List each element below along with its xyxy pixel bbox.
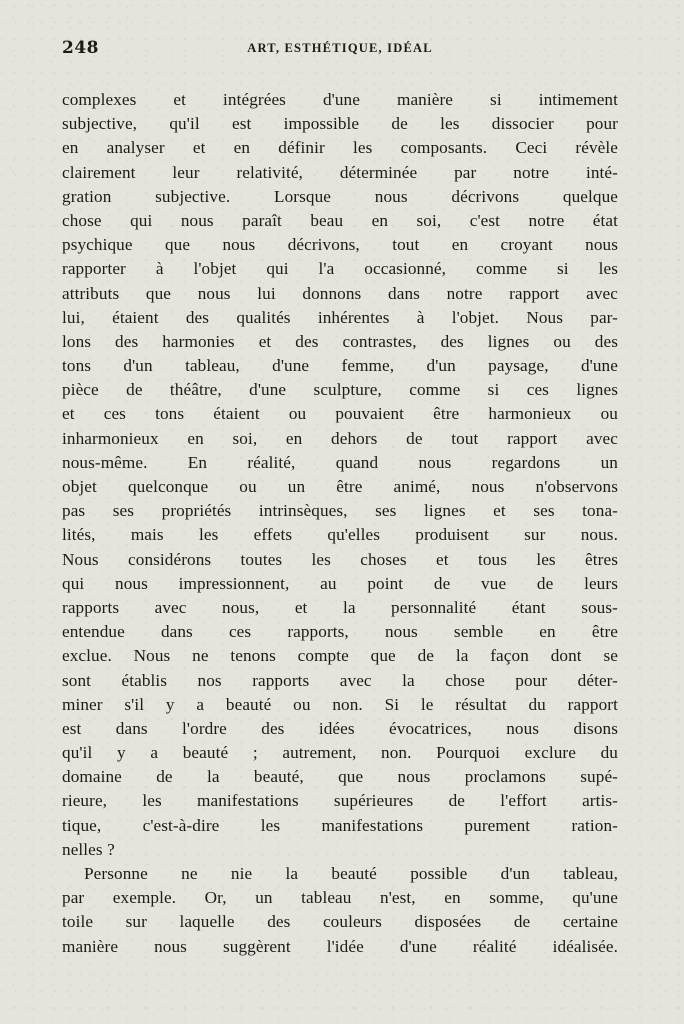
text-line: Nous considérons toutes les choses et tous les êtres (62, 549, 618, 569)
text-line: chose qui nous paraît beau en soi, c'est notre état (62, 210, 618, 230)
text-line: et ces tons étaient ou pouvaient être harmonieux ou (62, 404, 618, 424)
text-line: toile sur laquelle des couleurs disposées de certaine (62, 912, 618, 932)
text-line: manière nous suggèrent l'idée d'une réalité idéalisée. (62, 936, 618, 956)
text-line: lités, mais les effets qu'elles produisent sur nous. (62, 525, 618, 545)
text-line: nelles ? (62, 839, 115, 859)
text-line: tons d'un tableau, d'une femme, d'un paysage, d'une (62, 356, 618, 376)
text-line: miner s'il y a beauté ou non. Si le résultat du rapport (62, 694, 618, 714)
text-line: pas ses propriétés intrinsèques, ses lignes et ses tona- (62, 501, 618, 521)
text-line: clairement leur relativité, déterminée par notre inté- (62, 162, 618, 182)
text-line: nous-même. En réalité, quand nous regardons un (62, 452, 618, 472)
text-line: en analyser et en définir les composants. Ceci révèle (62, 138, 618, 158)
text-line: rieure, les manifestations supérieures de l'effort artis- (62, 791, 618, 811)
page-number: 248 (62, 38, 99, 58)
text-line: entendue dans ces rapports, nous semble en être (62, 622, 618, 642)
text-line: est dans l'ordre des idées évocatrices, nous disons (62, 718, 618, 738)
text-line: rapporter à l'objet qui l'a occasionné, comme si les (62, 259, 618, 279)
text-line: attributs que nous lui donnons dans notre rapport avec (62, 283, 618, 303)
running-head (62, 38, 618, 60)
text-line: pièce de théâtre, d'une sculpture, comme si ces lignes (62, 380, 618, 400)
text-line: gration subjective. Lorsque nous décrivons quelque (62, 186, 618, 206)
text-line: complexes et intégrées d'une manière si intimement (62, 90, 618, 109)
text-line: psychique que nous décrivons, tout en croyant nous (62, 235, 618, 255)
running-title: ART, ESTHÉTIQUE, IDÉAL (247, 41, 433, 55)
text-line: Personne ne nie la beauté possible d'un tableau, (84, 864, 618, 883)
text-line: inharmonieux en soi, en dehors de tout rapport avec (62, 428, 618, 448)
text-line: subjective, qu'il est impossible de les dissocier pour (62, 114, 618, 134)
body-text (62, 88, 618, 959)
text-line: par exemple. Or, un tableau n'est, en somme, qu'une (62, 888, 618, 908)
text-line: qu'il y a beauté ; autrement, non. Pourquoi exclure du (62, 743, 618, 763)
text-line: sont établis nos rapports avec la chose pour déter- (62, 670, 618, 690)
text-line: exclue. Nous ne tenons compte que de la façon dont se (62, 646, 618, 666)
text-line: lons des harmonies et des contrastes, des lignes ou des (62, 331, 618, 351)
text-line: domaine de la beauté, que nous proclamons supé- (62, 767, 618, 787)
text-line: lui, étaient des qualités inhérentes à l'objet. Nous par- (62, 307, 618, 327)
text-line: objet quelconque ou un être animé, nous n'observons (62, 477, 618, 496)
text-line: qui nous impressionnent, au point de vue de leurs (62, 573, 618, 593)
text-line: rapports avec nous, et la personnalité étant sous- (62, 597, 618, 617)
text-line: tique, c'est-à-dire les manifestations purement ration- (62, 815, 618, 835)
